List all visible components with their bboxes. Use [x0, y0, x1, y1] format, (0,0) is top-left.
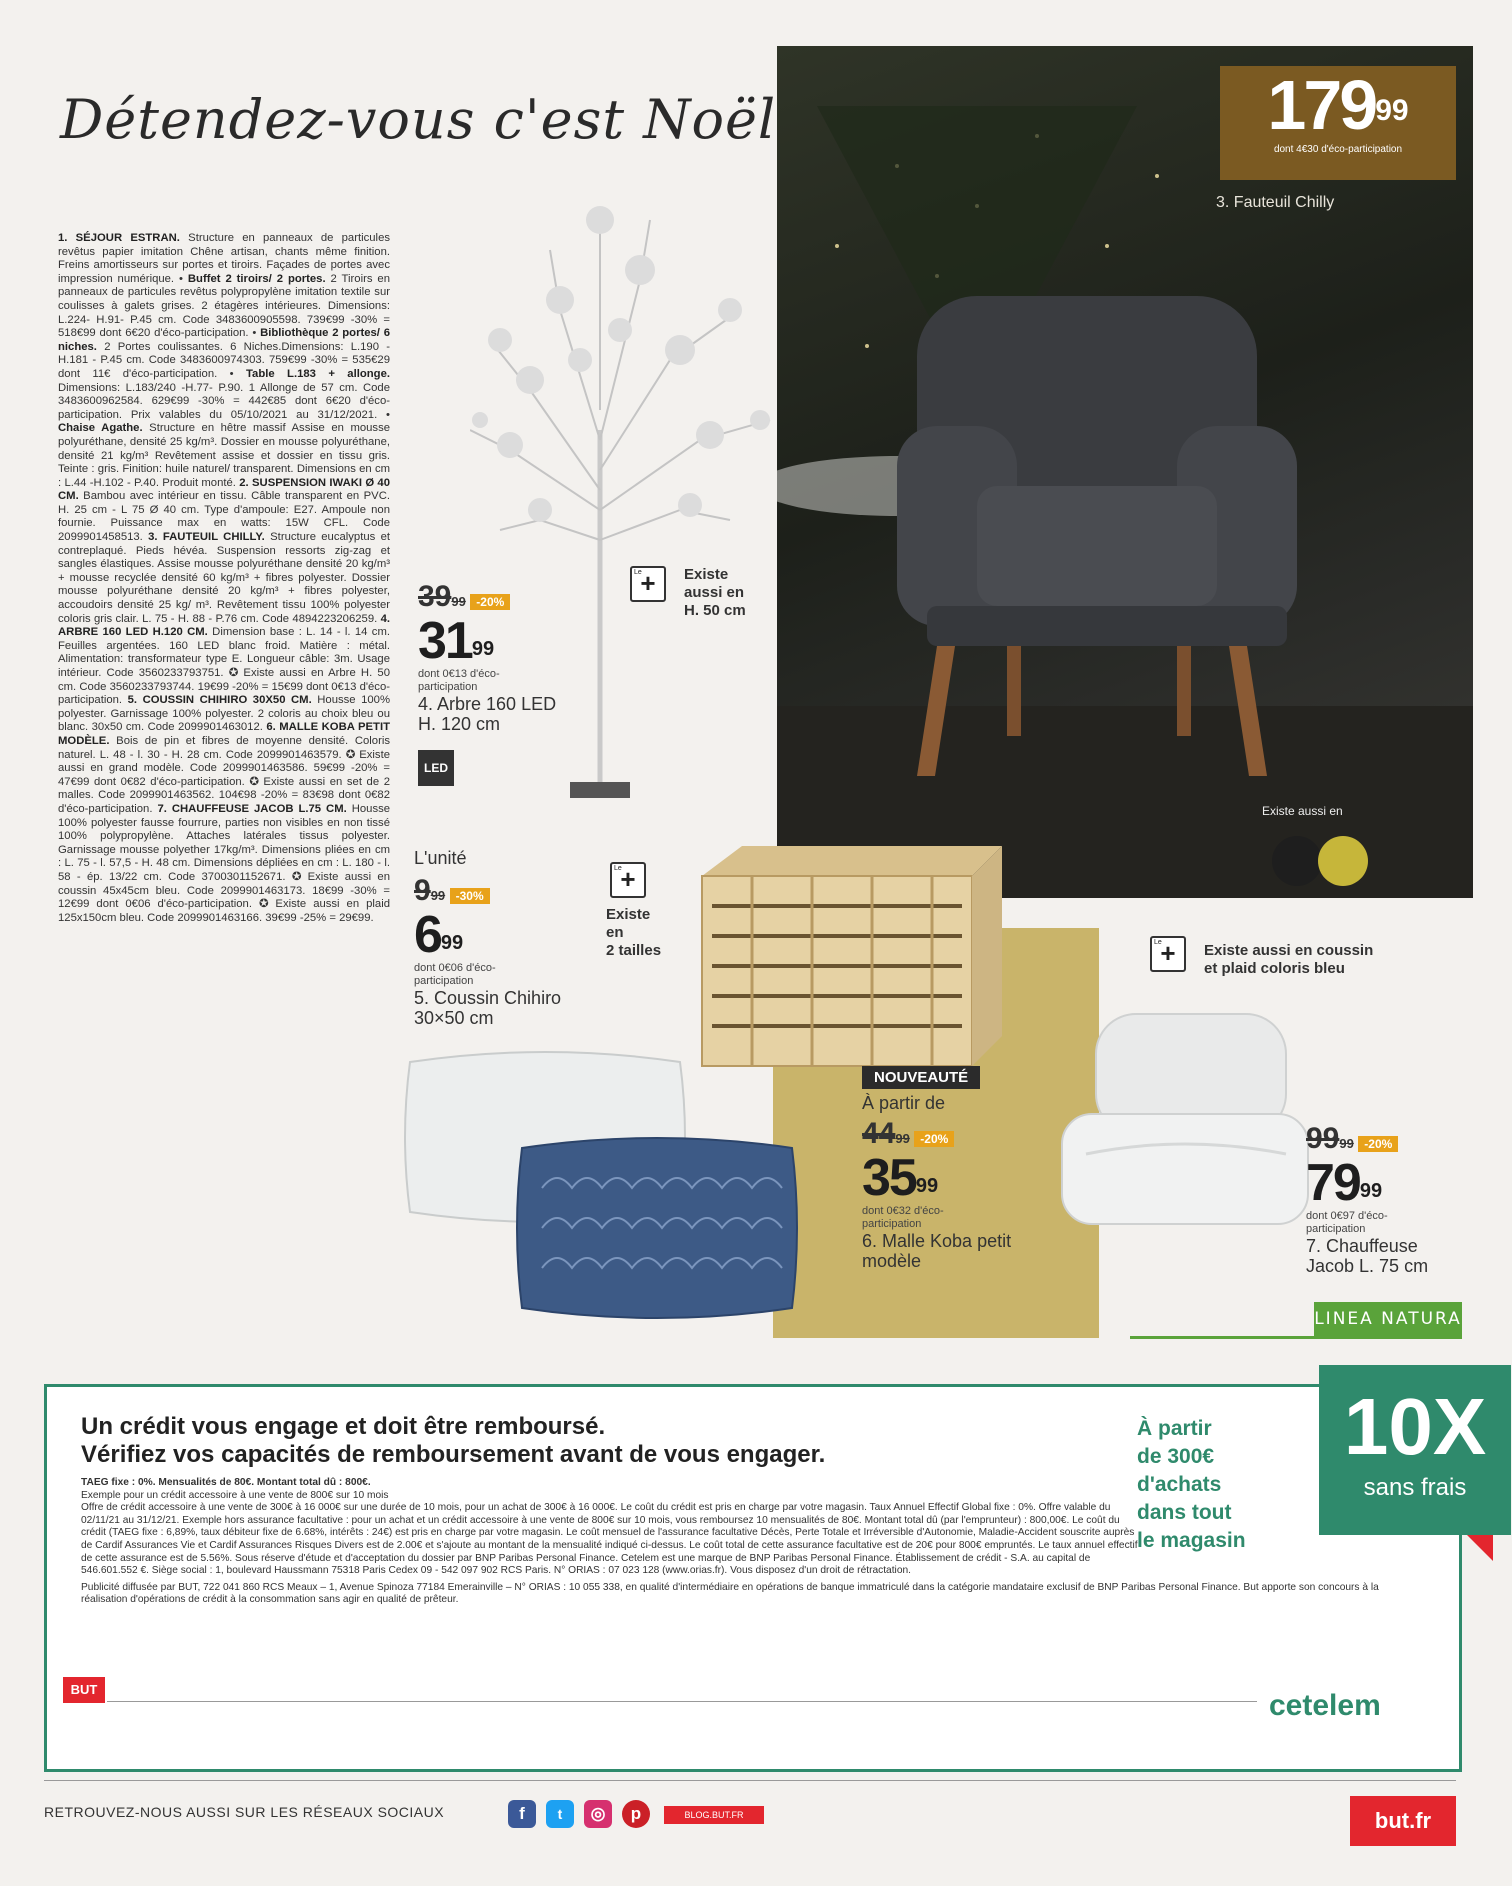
credit-heading-line2: Vérifiez vos capacités de remboursement avant de vous engager.	[81, 1441, 826, 1468]
crate-label-line1: 6. Malle Koba petit	[862, 1231, 1012, 1251]
threshold-line: À partir	[1137, 1417, 1212, 1440]
threshold-line: le magasin	[1137, 1529, 1246, 1552]
exists-line: Existe aussi en coussin	[1204, 942, 1374, 959]
tree-exists-text	[684, 566, 746, 620]
crate-new-price: 35	[862, 1149, 916, 1207]
cushion-unit: L'unité	[414, 848, 467, 868]
facebook-icon[interactable]: f	[508, 1800, 536, 1828]
page-title: Détendez-vous c'est Noël	[60, 88, 777, 151]
chauffeuse-label-line1: 7. Chauffeuse	[1306, 1236, 1418, 1256]
linea-underline	[1130, 1336, 1462, 1339]
tree-new-cents: 99	[471, 638, 495, 660]
exists-line: et plaid coloris bleu	[1204, 960, 1345, 977]
crate-price-block	[862, 1066, 1011, 1271]
desc-text: Dimensions: L.183/240 -H.77- P.90. 1 Allonge de 57 cm. Code 3483600962584. 629€99 -30% = 442€85 dont 6€20 d'éco-participation. Prix valables du 05/10/2021 au 31/12/2021. •	[58, 381, 390, 421]
desc-text: 2 Portes coulissantes. 6 Niches.Dimensions: L.190 - H.181 - P.45 cm. Code 3483600974303. 759€99 -30% = 535€29 dont 11€ d'éco-participation. •	[58, 340, 390, 380]
desc-heading: Buffet 2 tiroirs/ 2 portes.	[187, 272, 326, 285]
crate-exists-note	[610, 862, 646, 898]
chauffeuse-label-line2: Jacob L. 75 cm	[1306, 1256, 1429, 1276]
tree-old-price: 39	[418, 580, 452, 613]
crate-exists-text	[606, 906, 661, 960]
footer-social-text: RETROUVEZ-NOUS AUSSI SUR LES RÉSEAUX SOCIAUX	[44, 1804, 445, 1820]
instagram-icon[interactable]: ◎	[584, 1800, 612, 1828]
chauffeuse-image	[1056, 1004, 1314, 1234]
desc-heading: Bibliothèque 2 portes/ 6 niches.	[58, 327, 390, 353]
armchair-cents: 99	[1375, 94, 1409, 127]
desc-heading: Table L.183 + allonge.	[245, 367, 390, 380]
desc-text: Dimension base : L. 14 - l. 14 cm. Feuilles argentées. 160 LED blanc froid. Matière : métal. Alimentation: transformateur type E. Longueur câble: 3m. Usage intérieur. Code 3560233793751. ✪ Existe aussi en Arbre H. 50 cm. Code 3560233793744. 19€99 -20% = 15€99 dont 0€13 d'éco-participation.	[58, 626, 390, 707]
ten-x-sub: sans frais	[1363, 1474, 1467, 1501]
desc-heading: 1. SÉJOUR ESTRAN.	[58, 232, 180, 244]
cushion-label-line1: 5. Coussin Chihiro	[414, 988, 562, 1008]
cushion-old-cents: 99	[430, 888, 446, 903]
color-swatch-yellow[interactable]	[1318, 836, 1368, 886]
desc-text: Structure en panneaux de particules revêtus papier imitation Chêne artisan, chants même finition. Freins amortisseurs sur portes et tiroirs. Façades de portes avec impression numérique. •	[58, 232, 390, 285]
credit-threshold	[1137, 1415, 1277, 1555]
exists-line: H. 50 cm	[684, 602, 746, 619]
tree-old-cents: 99	[451, 594, 466, 609]
desc-text: Structure eucalyptus et contreplaqué. Pieds hévéa. Suspension ressorts zig-zag et sangles élastiques. Assise mousse polyuréthane densité 20 kg/m³ + mousse recyclée densité 60 kg/m³ + fibres polyester. Dossier mousse polyuréthane densité 20 kg/m³ + fibres polyester, accoudoirs densité 25 kg/ m³. Revêtement tissu 100% polyester coloris gris clair. L. 75 - H. 88 - P.76 cm. Code 4894223206259.	[58, 531, 391, 625]
credit-heading-line1: Un crédit vous engage et doit être remboursé.	[81, 1413, 606, 1440]
desc-heading: 2. SUSPENSION IWAKI Ø 40 CM.	[58, 476, 391, 503]
threshold-line: de 300€	[1137, 1445, 1215, 1468]
chauffeuse-old-cents: 99	[1339, 1136, 1354, 1151]
threshold-line: d'achats	[1137, 1473, 1222, 1496]
cetelem-logo: cetelem	[1269, 1689, 1381, 1722]
plus-icon: Le +	[610, 862, 646, 898]
divider	[107, 1701, 1257, 1702]
desc-text: Housse 100% polyester fausse fourrure, parties non visibles en non tissé 100% polypropylène. Attaches latérales tissus polyester. Garnissage mousse polyether 17kg/m³. Dimensions pliées en cm : L. 75 - l. 57,5 - H. 48 cm. Dimensions dépliées en cm : L. 180 - l. 58 - ép. 13/22 cm. Code 3700301152671. ✪ Existe aussi en coussin 45x45cm bleu. Code 2099901463173. 18€99 -30% = 12€99 dont 0€06 d'éco-participation. ✪ Existe aussi en plaid 125x150cm bleu. Code 2099901463166. 39€99 -25% = 29€99.	[58, 802, 391, 924]
crate-label-line2: modèle	[862, 1251, 922, 1271]
desc-text: Structure en hêtre massif Assise en mousse polyuréthane, densité 25 kg/m³. Dossier en mousse polyuréthane, densité 21 kg/m³ Revêtement assise et dossier en tissu gris. Teinte : gris. Finition: huile naturel/ transparent. Dimensions en cm : L.44 -H.102 - P.40. Produit monté.	[58, 422, 390, 489]
credit-offer: Offre de crédit accessoire à une vente de 300€ à 16 000€ sur une durée de 10 mois, pour un achat de 300€ à 16 000€. Le coût du crédit est pris en charge par votre magasin. Taux Annuel Effectif Global fixe : 0%. Offre valable du 02/11/21 au 31/12/21. Exemple hors assurance facultative : pour un achat et un crédit accessoire à une vente de 800€ sur 10 mois, vous remboursez 10 mensualités de 80€. Montant total dû (par l'emprunteur) : 800,00€. Le coût du crédit (TAEG fixe : 6,89%, taux débiteur fixe de 6.68%, intérêts : 24€) est pris en charge par votre magasin. Le coût mensuel de l'assurance facultative Décès, Perte Totale et Irréversible d'Autonomie, Maladie-Accident souscrite auprès de Cardif Assurances Vie et Cardif Assurances Risques Divers est de 2.00€ et s'ajoute au montant de la mensualité indiqué ci-dessus. Le coût total de cette assurance facultative est de 20€ pour 800€ empruntés. Le taux annuel effectif de cette assurance est de 5.56%. Sous réserve d'étude et d'acceptation du dossier par BNP Paribas Personal Finance. Cetelem est une marque de BNP Paribas Personal Finance. Établissement de crédit - S.A. au capital de 546.601.552 €. Siège social : 1, boulevard Haussmann 75318 Paris Cedex 09 - 542 097 902 RCS Paris. N° ORIAS : 07 023 128 (www.orias.fr). Vous disposez d'un droit de rétractation.	[81, 1502, 1138, 1577]
credit-info-box	[44, 1382, 1487, 1772]
koba-crate-image	[682, 846, 1022, 1074]
chauffeuse-exists-note	[1150, 936, 1186, 972]
threshold-line: dans tout	[1137, 1501, 1232, 1524]
tree-exists-note	[630, 566, 666, 602]
exists-line: Existe	[684, 566, 729, 583]
credit-example: Exemple pour un crédit accessoire à une vente de 800€ sur 10 mois	[81, 1489, 389, 1501]
armchair-exists-colors: Existe aussi en	[1262, 804, 1343, 818]
desc-text: Bois de pin et fibres de moyenne densité. Coloris naturel. L. 48 - l. 30 - H. 28 cm. Code 2099901463579. ✪ Existe aussi en grand modèle. Code 2099901463586. 59€99 -20% = 47€99 dont 0€82 d'éco-participation. ✪ Existe aussi en set de 2 malles. Code 2099901463562. 104€98 -20% = 83€98 dont 0€82 d'éco-participation.	[58, 734, 391, 815]
cushion-price-block	[414, 848, 561, 1028]
blog-link[interactable]: BLOG.BUT.FR	[664, 1806, 764, 1824]
cushion-discount-badge: -30%	[450, 888, 490, 904]
exists-line: en	[606, 924, 624, 941]
plus-icon: Le +	[1150, 936, 1186, 972]
chauffeuse-new-cents: 99	[1359, 1180, 1383, 1202]
ten-x-number: 10X	[1343, 1382, 1487, 1471]
crate-old-cents: 99	[895, 1131, 910, 1146]
cushion-new-cents: 99	[440, 932, 464, 954]
cushion-new-price: 6	[414, 906, 441, 964]
led-badge: LED	[418, 750, 454, 786]
twitter-icon[interactable]: t	[546, 1800, 574, 1828]
desc-heading: 3. FAUTEUIL CHILLY.	[148, 531, 265, 544]
linea-natura-logo: LINEA NATURA	[1314, 1302, 1462, 1336]
armchair-price: 179	[1267, 66, 1376, 144]
chauffeuse-price-block	[1306, 1122, 1428, 1276]
chauffeuse-eco: dont 0€97 d'éco-participation	[1306, 1210, 1388, 1235]
tree-label-line2: H. 120 cm	[418, 714, 501, 734]
desc-heading: Chaise Agathe.	[58, 422, 143, 435]
crate-new-cents: 99	[915, 1175, 939, 1197]
but-logo: BUT	[63, 1677, 105, 1703]
crate-from: À partir de	[862, 1093, 946, 1113]
tree-price-block	[418, 580, 558, 786]
desc-heading: 7. CHAUFFEUSE JACOB L.75 CM.	[157, 802, 347, 815]
desc-heading: 4. ARBRE 160 LED H.120 CM.	[58, 612, 391, 639]
armchair-label: 3. Fauteuil Chilly	[1216, 194, 1335, 211]
blue-cushion-image	[512, 1128, 802, 1328]
chauffeuse-exists-text	[1204, 942, 1373, 978]
product-descriptions	[58, 232, 390, 925]
desc-heading: 5. COUSSIN CHIHIRO 30X50 CM.	[127, 694, 312, 707]
exists-line: Existe	[606, 906, 651, 923]
footer-divider	[44, 1780, 1456, 1781]
exists-line: aussi en	[684, 584, 745, 601]
color-swatch-black[interactable]	[1272, 836, 1322, 886]
desc-text: 2 Tiroirs en panneaux de particules revêtus polypropylène imitation textile sur coulisses à galets grises. 2 étagères intérieures. Dimensions: L.224- H.91- P.45 cm. Code 3483600905598. 739€99 -30% = 518€99 dont 6€20 d'éco-participation. •	[58, 272, 390, 340]
red-corner-shape	[1467, 1535, 1493, 1561]
desc-heading: 6. MALLE KOBA PETIT MODÈLE.	[58, 721, 390, 747]
credit-publicity: Publicité diffusée par BUT, 722 041 860 RCS Meaux – 1, Avenue Spinoza 77184 Emerainville – N° ORIAS : 10 055 338, en qualité d'intermédiaire en opérations de banque immatriculé dans la catégorie mandataire exclusif de BNP Paribas Personal Finance. But apporte son concours à la réalisation d'opérations de crédit à la consommation sans agir en qualité de prêteur.	[81, 1581, 1379, 1606]
desc-text: Bambou avec intérieur en tissu. Câble transparent en PVC. H. 25 cm - L 75 Ø 40 cm. Type d'ampoule: E27. Ampoule non fournie. Puissance max en watts: 15W CFL. Code 2099901458513.	[58, 490, 391, 544]
plus-icon: Le +	[630, 566, 666, 602]
cushion-old-price: 9	[414, 874, 431, 907]
chauffeuse-new-price: 79	[1306, 1154, 1360, 1212]
credit-heading	[81, 1413, 825, 1469]
tree-new-price: 31	[418, 612, 472, 670]
tree-discount-badge: -20%	[470, 594, 510, 610]
armchair-eco: dont 4€30 d'éco-participation	[1273, 144, 1403, 155]
tree-eco: dont 0€13 d'éco-participation	[418, 668, 500, 693]
crate-eco: dont 0€32 d'éco-participation	[862, 1205, 944, 1230]
crate-old-price: 44	[862, 1117, 896, 1150]
armchair-price-box	[1220, 66, 1456, 180]
but-fr-link[interactable]: but.fr	[1350, 1796, 1456, 1846]
ten-x-badge	[1319, 1365, 1511, 1535]
desc-text: Housse 100% polyester. Garnissage 100% polyester. 2 coloris au choix bleu ou blanc. 30x50 cm. Code 2099901463012.	[58, 694, 390, 734]
exists-line: 2 tailles	[606, 942, 662, 959]
credit-taeg: TAEG fixe : 0%. Mensualités de 80€. Montant total dû : 800€.	[81, 1477, 371, 1488]
tree-label-line1: 4. Arbre 160 LED	[418, 694, 557, 714]
new-badge: NOUVEAUTÉ	[862, 1066, 980, 1089]
cushion-label-line2: 30×50 cm	[414, 1008, 494, 1028]
cushion-eco: dont 0€06 d'éco-participation	[414, 962, 496, 987]
chauffeuse-discount-badge: -20%	[1358, 1136, 1398, 1152]
crate-discount-badge: -20%	[914, 1131, 954, 1147]
chauffeuse-old-price: 99	[1306, 1122, 1340, 1155]
pinterest-icon[interactable]: p	[622, 1800, 650, 1828]
